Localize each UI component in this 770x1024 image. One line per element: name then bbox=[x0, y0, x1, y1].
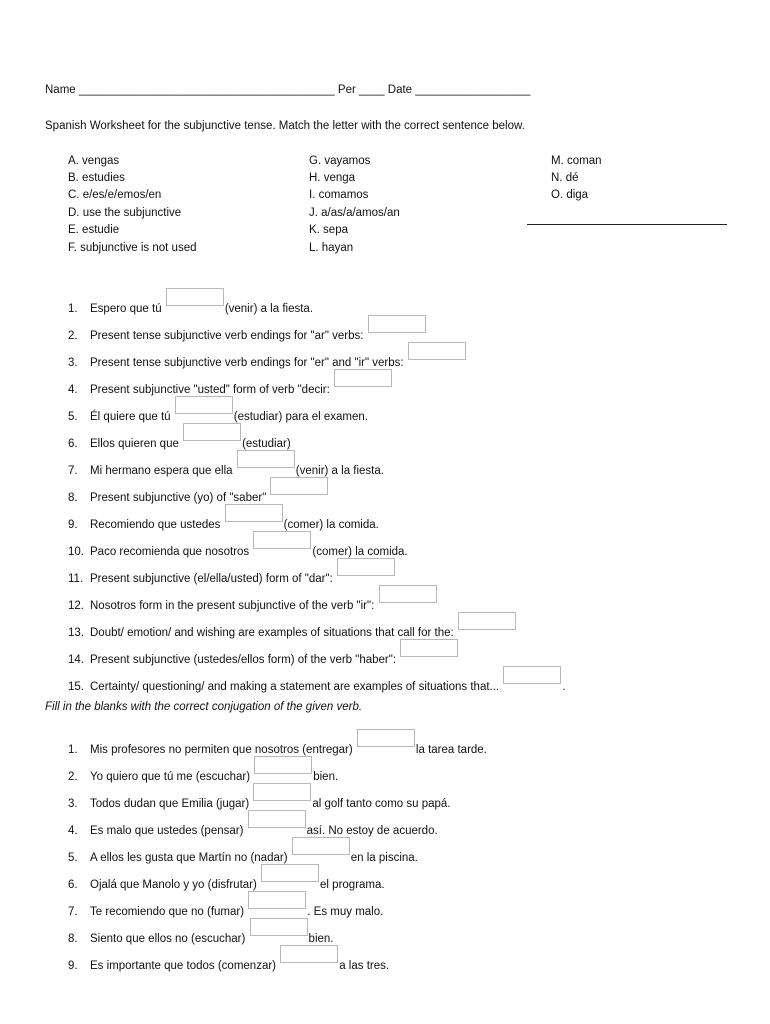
fill-in-question bbox=[68, 837, 418, 864]
question-text-after: al golf tanto como su papá. bbox=[312, 798, 451, 810]
question-number: 10. bbox=[68, 546, 84, 558]
question-text-after: (venir) a la fiesta. bbox=[295, 465, 384, 477]
question-number: 3. bbox=[68, 357, 78, 369]
answer-box[interactable] bbox=[248, 810, 306, 828]
question-text-after: . Es muy malo. bbox=[307, 906, 384, 918]
answer-box[interactable] bbox=[334, 369, 392, 387]
question-number: 11. bbox=[68, 573, 84, 585]
answer-box[interactable] bbox=[368, 315, 426, 333]
question-number: 8. bbox=[68, 492, 78, 504]
question-text-after: bien. bbox=[308, 933, 334, 945]
answer-box[interactable] bbox=[408, 342, 466, 360]
answer-box[interactable] bbox=[261, 864, 319, 882]
question-number: 5. bbox=[68, 852, 78, 864]
question-number: 4. bbox=[68, 825, 78, 837]
question-number: 1. bbox=[68, 303, 78, 315]
answer-box[interactable] bbox=[183, 423, 241, 441]
matching-question bbox=[68, 666, 566, 693]
matching-question bbox=[68, 423, 291, 450]
choice-item: B. estudies bbox=[68, 172, 125, 184]
question-text-after: (comer) la comida. bbox=[283, 519, 379, 531]
answer-box[interactable] bbox=[253, 783, 311, 801]
question-number: 14. bbox=[68, 654, 84, 666]
question-text: Doubt/ emotion/ and wishing are examples of situations that call for the: bbox=[90, 627, 454, 639]
question-text: Present subjunctive (yo) of "saber" bbox=[90, 492, 267, 504]
choice-item: F. subjunctive is not used bbox=[68, 242, 197, 254]
choice-item: G. vayamos bbox=[309, 155, 371, 167]
question-text: Yo quiero que tú me (escuchar) bbox=[90, 771, 251, 783]
fill-in-question bbox=[68, 945, 389, 972]
question-text-after: (estudiar) para el examen. bbox=[233, 411, 368, 423]
answer-box[interactable] bbox=[270, 477, 328, 495]
question-text: Es malo que ustedes (pensar) bbox=[90, 825, 244, 837]
choice-item: A. vengas bbox=[68, 155, 120, 167]
answer-box[interactable] bbox=[337, 558, 395, 576]
question-number: 7. bbox=[68, 465, 78, 477]
question-number: 15. bbox=[68, 681, 84, 693]
matching-question bbox=[68, 396, 368, 423]
question-text: Te recomiendo que no (fumar) bbox=[90, 906, 245, 918]
question-text: Present tense subjunctive verb endings for "ar" verbs: bbox=[90, 330, 364, 342]
matching-question bbox=[68, 342, 467, 369]
choice-item: N. dé bbox=[551, 172, 579, 184]
question-text-after: la tarea tarde. bbox=[415, 744, 487, 756]
matching-question bbox=[68, 639, 459, 666]
answer-box[interactable] bbox=[280, 945, 338, 963]
question-number: 5. bbox=[68, 411, 78, 423]
matching-question bbox=[68, 504, 379, 531]
fill-in-instructions: Fill in the blanks with the correct conjugation of the given verb. bbox=[45, 701, 363, 713]
answer-box[interactable] bbox=[503, 666, 561, 684]
fill-in-question bbox=[68, 810, 438, 837]
question-number: 6. bbox=[68, 438, 78, 450]
question-text-after: en la piscina. bbox=[350, 852, 418, 864]
question-number: 2. bbox=[68, 771, 78, 783]
divider-line bbox=[527, 224, 727, 225]
question-text: Nosotros form in the present subjunctive of the verb "ir": bbox=[90, 600, 375, 612]
matching-question bbox=[68, 585, 438, 612]
question-text: Ojalá que Manolo y yo (disfrutar) bbox=[90, 879, 257, 891]
question-number: 12. bbox=[68, 600, 84, 612]
question-text: Paco recomienda que nosotros bbox=[90, 546, 250, 558]
matching-instructions: Spanish Worksheet for the subjunctive tense. Match the letter with the correct sentence below. bbox=[45, 120, 525, 132]
choice-item: L. hayan bbox=[309, 242, 354, 254]
answer-box[interactable] bbox=[379, 585, 437, 603]
choice-item: H. venga bbox=[309, 172, 356, 184]
choice-item: I. comamos bbox=[309, 189, 369, 201]
answer-box[interactable] bbox=[357, 729, 415, 747]
answer-box[interactable] bbox=[225, 504, 283, 522]
question-text-after: (venir) a la fiesta. bbox=[224, 303, 314, 315]
fill-in-question bbox=[68, 918, 333, 945]
answer-box[interactable] bbox=[166, 288, 224, 306]
question-text-after: . bbox=[562, 681, 566, 693]
question-number: 7. bbox=[68, 906, 78, 918]
answer-box[interactable] bbox=[253, 531, 311, 549]
question-text-after: (estudiar) bbox=[242, 438, 291, 450]
question-number: 4. bbox=[68, 384, 78, 396]
choice-item: K. sepa bbox=[309, 224, 348, 236]
question-text: Mis profesores no permiten que nosotros (entregar) bbox=[90, 744, 353, 756]
choice-item: J. a/as/a/amos/an bbox=[309, 207, 400, 219]
choice-item: E. estudie bbox=[68, 224, 120, 236]
fill-in-question bbox=[68, 864, 385, 891]
choice-item: O. diga bbox=[551, 189, 589, 201]
question-text: A ellos les gusta que Martín no (nadar) bbox=[90, 852, 288, 864]
question-text-after: (comer) la comida. bbox=[312, 546, 408, 558]
question-text: Él quiere que tú bbox=[90, 411, 171, 423]
fill-in-question bbox=[68, 756, 338, 783]
question-text: Present subjunctive "usted" form of verb "decir: bbox=[90, 384, 330, 396]
name-per-date-line: Name ________________________________________ Per ____ Date __________________ bbox=[45, 84, 531, 96]
question-text-after: a las tres. bbox=[339, 960, 390, 972]
matching-question bbox=[68, 531, 408, 558]
question-text: Present subjunctive (ustedes/ellos form) of the verb "haber": bbox=[90, 654, 397, 666]
matching-question bbox=[68, 612, 517, 639]
fill-in-question bbox=[68, 729, 487, 756]
matching-question bbox=[68, 369, 393, 396]
question-text: Present tense subjunctive verb endings for "er" and "ir" verbs: bbox=[90, 357, 404, 369]
matching-question bbox=[68, 288, 313, 315]
choice-item: C. e/es/e/emos/en bbox=[68, 189, 162, 201]
matching-question bbox=[68, 450, 384, 477]
question-text: Espero que tú bbox=[90, 303, 162, 315]
fill-in-question bbox=[68, 783, 450, 810]
answer-box[interactable] bbox=[458, 612, 516, 630]
question-text: Siento que ellos no (escuchar) bbox=[90, 933, 246, 945]
question-text: Certainty/ questioning/ and making a statement are examples of situations that... bbox=[90, 681, 500, 693]
answer-box[interactable] bbox=[248, 891, 306, 909]
question-number: 9. bbox=[68, 519, 78, 531]
question-number: 2. bbox=[68, 330, 78, 342]
answer-box[interactable] bbox=[400, 639, 458, 657]
question-text: Ellos quieren que bbox=[90, 438, 179, 450]
answer-box[interactable] bbox=[250, 918, 308, 936]
question-text: Recomiendo que ustedes bbox=[90, 519, 221, 531]
question-text: Present subjunctive (el/ella/usted) form of "dar": bbox=[90, 573, 333, 585]
question-number: 9. bbox=[68, 960, 78, 972]
question-text-after: bien. bbox=[313, 771, 339, 783]
question-text-after: el programa. bbox=[320, 879, 385, 891]
fill-in-question bbox=[68, 891, 383, 918]
answer-box[interactable] bbox=[254, 756, 312, 774]
answer-box[interactable] bbox=[175, 396, 233, 414]
question-text: Mi hermano espera que ella bbox=[90, 465, 233, 477]
question-number: 6. bbox=[68, 879, 78, 891]
question-text: Todos dudan que Emilia (jugar) bbox=[90, 798, 250, 810]
choice-item: M. coman bbox=[551, 155, 602, 167]
matching-question bbox=[68, 477, 329, 504]
question-text: Es importante que todos (comenzar) bbox=[90, 960, 277, 972]
matching-question bbox=[68, 315, 427, 342]
matching-question bbox=[68, 558, 396, 585]
choice-item: D. use the subjunctive bbox=[68, 207, 182, 219]
answer-box[interactable] bbox=[237, 450, 295, 468]
answer-box[interactable] bbox=[292, 837, 350, 855]
question-number: 13. bbox=[68, 627, 84, 639]
question-number: 1. bbox=[68, 744, 78, 756]
question-text-after: así. No estoy de acuerdo. bbox=[306, 825, 438, 837]
question-number: 8. bbox=[68, 933, 78, 945]
question-number: 3. bbox=[68, 798, 78, 810]
